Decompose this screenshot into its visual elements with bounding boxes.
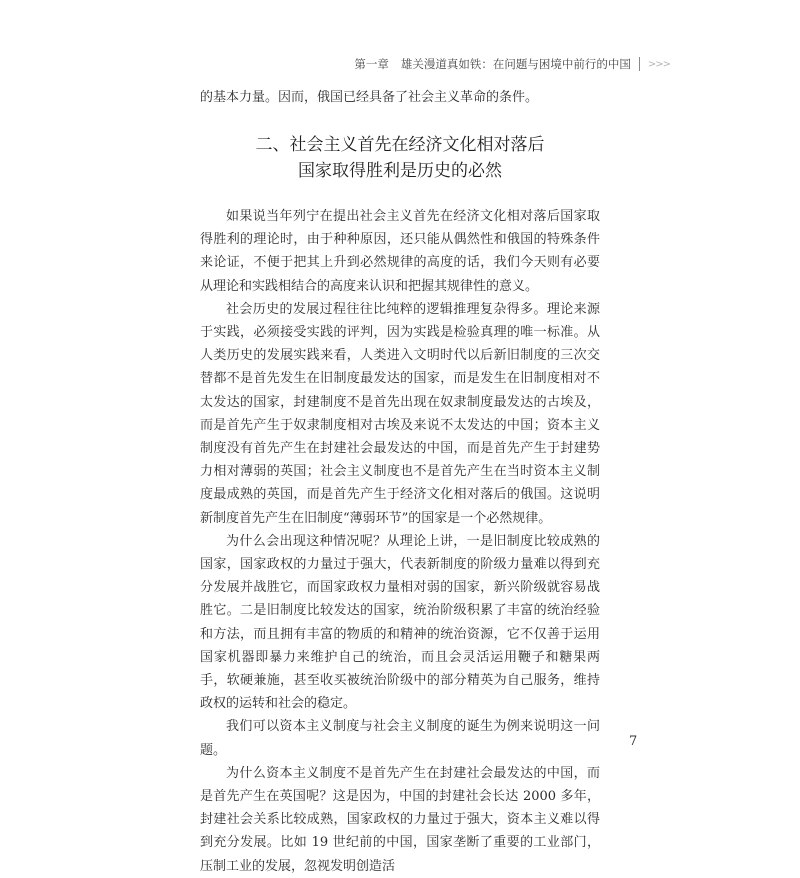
main-text [200, 205, 600, 878]
section-title [200, 132, 600, 184]
page-number: 7 [629, 734, 638, 749]
paragraph: 社会历史的发展过程往往比纯粹的逻辑推理复杂得多。理论来源于实践，必须接受实践的评判，因为实践是检验真理的唯一标准。从人类历史的发展实践来看，人类进入文明时代以后新旧制度的三次交替都不是首先发生在旧制度最发达的国家，而是发生在旧制度相对不太发达的国家，封建制度不是首先出现在奴隶制度最发达的古埃及，而是首先产生于奴隶制度相对古埃及来说不太发达的中国；资本主义制度没有首先产生在封建社会最发达的中国，而是首先产生于封建势力相对薄弱的英国；社会主义制度也不是首先产生在当时资本主义制度最成熟的英国，而是首先产生于经济文化相对落后的俄国。这说明新制度首先产生在旧制度“薄弱环节”的国家是一个必然规律。 [200, 301, 600, 526]
paragraph: 为什么会出现这种情况呢？从理论上讲，一是旧制度比较成熟的国家，国家政权的力量过于强大，代表新制度的阶级力量难以得到充分发展并战胜它，而国家政权力量相对弱的国家，新兴阶级就容易战胜它。二是旧制度比较发达的国家，统治阶级积累了丰富的统治经验和方法，而且拥有丰富的物质的和精神的统治资源，它不仅善于运用国家机器即暴力来维护自己的统治，而且会灵活运用鞭子和糖果两手，软硬兼施，甚至收买被统治阶级中的部分精英为自己服务，维持政权的运转和社会的稳定。 [200, 533, 600, 712]
paragraph: 如果说当年列宁在提出社会主义首先在经济文化相对落后国家取得胜利的理论时，由于种种原因，还只能从偶然性和俄国的特殊条件来论证，不便于把其上升到必然规律的高度的话，我们今天则有必要从理论和实践相结合的高度来认识和把握其规律性的意义。 [200, 209, 600, 294]
lead-paragraph: 的基本力量。因而，俄国已经具备了社会主义革命的条件。 [200, 90, 539, 105]
section-title-line-2: 国家取得胜利是历史的必然 [298, 161, 502, 181]
running-header [340, 53, 670, 75]
chapter-number: 第一章 [354, 57, 389, 71]
chapter-title: 雄关漫道真如铁：在问题与困境中前行的中国 [400, 57, 631, 71]
paragraph: 为什么资本主义制度不是首先产生在封建社会最发达的中国，而是首先产生在英国呢？这是因为，中国的封建社会长达 2000 多年，封建社会关系比较成熟，国家政权的力量过于强大，资本主义难以得到充分发展。比如 19 世纪前的中国，国家垄断了重要的工业部门，压制工业的发展，忽视发明创造活 [200, 765, 600, 874]
paragraph: 我们可以资本主义制度与社会主义制度的诞生为例来说明这一问题。 [200, 719, 600, 758]
lead-paragraph-block [200, 86, 600, 109]
section-title-line-1: 二、社会主义首先在经济文化相对落后 [255, 135, 545, 155]
header-divider [639, 57, 640, 71]
chevron-right-icon: >>> [647, 58, 670, 70]
